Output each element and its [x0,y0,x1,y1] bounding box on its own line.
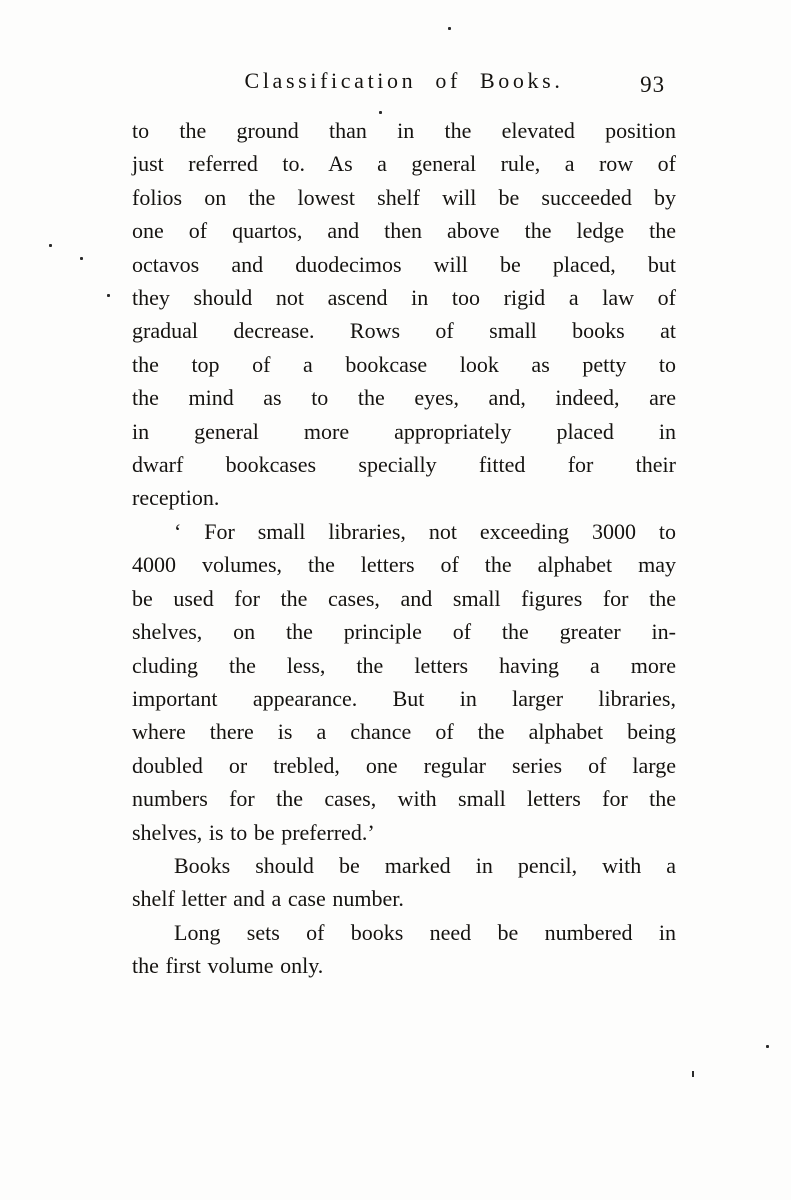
text-line: Books should be marked in pencil, with a [174,852,676,878]
text-line: important appearance. But in larger libraries, [132,685,676,711]
paragraph-pencil-marking [132,849,676,916]
scan-speck [766,1045,769,1048]
paragraph-long-sets [132,916,676,983]
text-line: ‘ For small libraries, not exceeding 3000 to [174,518,676,544]
text-line: to the ground than in the elevated position [132,118,676,143]
text-line: the top of a bookcase look as petty to [132,351,676,377]
text-line: folios on the lowest shelf will be succeeded by [132,184,676,210]
text-line: cluding the less, the letters having a more [132,652,676,678]
text-line: doubled or trebled, one regular series of large [132,752,676,778]
text-line: be used for the cases, and small figures for the [132,585,676,611]
scan-speck [692,1071,694,1077]
text-line: the mind as to the eyes, and, indeed, are [132,385,676,411]
text-line: 4000 volumes, the letters of the alphabet may [132,552,676,578]
scan-speck [448,27,451,30]
text-line: Long sets of books need be numbered in [174,919,676,945]
text-line: where there is a chance of the alphabet being [132,719,676,745]
text-line: they should not ascend in too rigid a law of [132,285,676,311]
text-line: shelves, is to be preferred.’ [132,819,375,845]
text-line: reception. [132,485,220,511]
body-text [132,114,676,983]
scan-speck [80,257,83,260]
running-header [132,66,676,100]
paragraph-continuation [132,114,676,515]
text-line: gradual decrease. Rows of small books at [132,318,676,344]
text-line: one of quartos, and then above the ledge the [132,218,676,244]
text-line: just referred to. As a general rule, a row of [132,151,676,177]
text-line: shelf letter and a case number. [132,886,404,912]
text-line: numbers for the cases, with small letters for the [132,786,676,812]
page-number: 93 [640,72,665,97]
scan-speck [49,244,52,247]
paragraph-quotation [132,515,676,849]
text-line: shelves, on the principle of the greater in- [132,619,676,645]
running-header-title: Classification of Books. [244,68,564,93]
scan-speck [107,294,110,297]
scan-speck [379,111,382,114]
text-line: dwarf bookcases specially fitted for their [132,452,676,478]
text-line: in general more appropriately placed in [132,418,676,444]
text-line: octavos and duodecimos will be placed, but [132,251,676,277]
text-line: the first volume only. [132,953,324,979]
